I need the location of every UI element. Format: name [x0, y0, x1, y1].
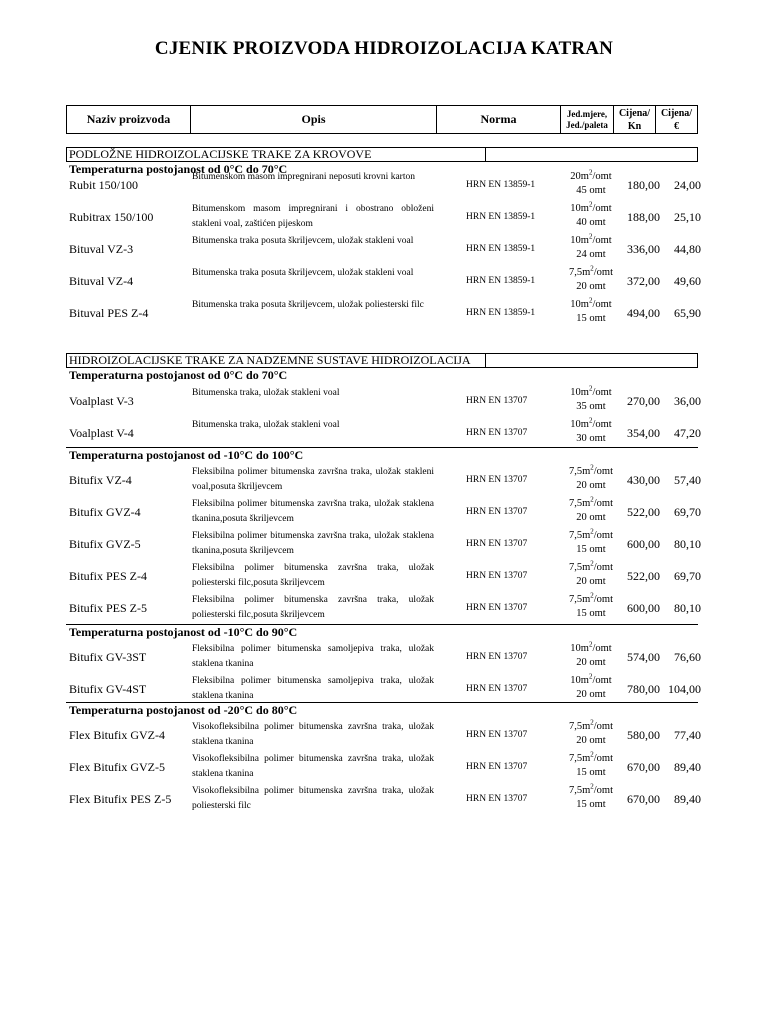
section-title: PODLOŽNE HIDROIZOLACIJSKE TRAKE ZA KROVOVE [69, 147, 372, 161]
unit-exponent: 2 [590, 495, 594, 504]
product-row [66, 783, 706, 815]
product-name: Bitufix VZ-4 [69, 472, 132, 487]
unit-value: 10m [570, 203, 589, 214]
product-norm: HRN EN 13859-1 [466, 276, 536, 286]
unit-suffix: /omt [592, 643, 612, 654]
product-norm: HRN EN 13859-1 [466, 180, 536, 190]
product-norm: HRN EN 13707 [466, 794, 528, 804]
price-kn: 522,00 [627, 568, 660, 583]
unit-suffix: /omt [592, 171, 612, 182]
pallet-quantity: 20 omt [576, 657, 606, 668]
product-norm: HRN EN 13859-1 [466, 244, 536, 254]
price-eur: 89,40 [674, 759, 701, 774]
unit-suffix: /omt [593, 753, 614, 764]
unit-exponent: 2 [588, 168, 593, 177]
unit-exponent: 2 [588, 232, 593, 241]
price-kn: 354,00 [627, 425, 660, 440]
unit-exponent: 2 [590, 591, 594, 600]
price-kn: 574,00 [627, 649, 660, 664]
price-eur: 104,00 [668, 681, 701, 696]
product-norm: HRN EN 13707 [466, 396, 528, 406]
product-row [66, 592, 706, 624]
unit-suffix: /omt [592, 387, 612, 398]
pallet-quantity: 15 omt [576, 313, 606, 324]
product-name: Bitufix GV-4ST [69, 681, 147, 696]
price-kn: 336,00 [627, 241, 660, 256]
product-name: Bitufix PES Z-5 [69, 600, 148, 615]
section-title: HIDROIZOLACIJSKE TRAKE ZA NADZEMNE SUSTAVE HIDROIZOLACIJA [69, 353, 471, 367]
unit-value: 10m [570, 675, 589, 686]
unit-exponent: 2 [588, 672, 593, 681]
product-unit [561, 751, 621, 783]
product-name: Flex Bitufix GVZ-4 [69, 727, 165, 742]
product-unit [561, 528, 621, 560]
product-name: Bitufix PES Z-4 [69, 568, 148, 583]
product-norm: HRN EN 13707 [466, 730, 528, 740]
product-unit [561, 464, 621, 496]
product-norm: HRN EN 13707 [466, 762, 528, 772]
unit-suffix: /omt [593, 785, 614, 796]
pallet-quantity: 45 omt [576, 185, 606, 196]
product-description: Bitumenskom masom impregnirani neposuti krovni karton [192, 172, 415, 182]
product-row [66, 265, 706, 297]
price-kn: 372,00 [627, 273, 660, 288]
price-eur: 44,80 [674, 241, 701, 256]
product-unit [561, 641, 621, 673]
header-price-eur [656, 106, 697, 133]
product-norm: HRN EN 13707 [466, 684, 528, 694]
price-kn: 780,00 [627, 681, 660, 696]
header-kn-line2: Kn [627, 120, 642, 132]
pallet-quantity: 40 omt [576, 217, 606, 228]
product-unit [561, 417, 621, 449]
product-description: Fleksibilna polimer bitumenska završna traka, uložak stakleni voal,posuta škriljevcem [192, 467, 434, 492]
price-eur: 24,00 [674, 177, 701, 192]
product-unit [561, 783, 621, 815]
temperature-range: Temperaturna postojanost od 0°C do 70°C [69, 368, 288, 382]
product-name: Flex Bitufix GVZ-5 [69, 759, 165, 774]
product-description: Bitumenska traka posuta škriljevcem, uložak stakleni voal [192, 236, 414, 246]
unit-exponent: 2 [590, 527, 594, 536]
unit-exponent: 2 [590, 559, 594, 568]
product-unit [561, 560, 621, 592]
product-name: Voalplast V-3 [69, 393, 134, 408]
product-unit [561, 719, 621, 751]
unit-suffix: /omt [592, 299, 612, 310]
product-row [66, 201, 706, 233]
pallet-quantity: 20 omt [576, 576, 606, 587]
price-kn: 600,00 [627, 600, 660, 615]
product-description: Visokofleksibilna polimer bitumenska završna traka, uložak staklena tkanina [192, 754, 434, 779]
unit-suffix: /omt [593, 498, 614, 509]
product-unit [561, 673, 621, 705]
product-name: Bituval VZ-4 [69, 273, 134, 288]
header-unit [561, 106, 614, 133]
pallet-quantity: 15 omt [576, 544, 606, 555]
product-norm: HRN EN 13707 [466, 428, 528, 438]
product-name: Bitufix GV-3ST [69, 649, 147, 664]
product-row [66, 560, 706, 592]
price-kn: 670,00 [627, 791, 660, 806]
header-unit-line1: Jed.mjere, [566, 108, 608, 119]
pallet-quantity: 15 omt [576, 799, 606, 810]
product-norm: HRN EN 13707 [466, 652, 528, 662]
product-description: Bitumenska traka, uložak stakleni voal [192, 388, 340, 398]
product-row [66, 297, 706, 329]
unit-suffix: /omt [592, 419, 612, 430]
price-eur: 25,10 [674, 209, 701, 224]
product-name: Bituval PES Z-4 [69, 305, 149, 320]
section-heading [66, 147, 698, 162]
product-description: Bitumenskom masom impregnirani i obostrano obloženi stakleni voal, zaštićen pijeskom [192, 204, 434, 229]
unit-suffix: /omt [592, 675, 612, 686]
price-kn: 670,00 [627, 759, 660, 774]
unit-value: 7,5m [568, 466, 591, 477]
price-eur: 49,60 [674, 273, 701, 288]
product-norm: HRN EN 13707 [466, 603, 528, 613]
unit-exponent: 2 [588, 416, 593, 425]
price-eur: 89,40 [674, 791, 701, 806]
table-header [66, 105, 698, 134]
unit-suffix: /omt [592, 203, 612, 214]
price-kn: 494,00 [627, 305, 660, 320]
unit-suffix: /omt [593, 721, 614, 732]
unit-suffix: /omt [593, 530, 614, 541]
unit-exponent: 2 [588, 640, 593, 649]
header-eur-line2: € [673, 120, 679, 132]
product-unit [561, 496, 621, 528]
product-name: Flex Bitufix PES Z-5 [69, 791, 172, 806]
unit-exponent: 2 [588, 200, 593, 209]
pallet-quantity: 20 omt [576, 689, 606, 700]
price-kn: 522,00 [627, 504, 660, 519]
price-kn: 270,00 [627, 393, 660, 408]
product-norm: HRN EN 13859-1 [466, 308, 536, 318]
pallet-quantity: 35 omt [576, 401, 606, 412]
pallet-quantity: 24 omt [576, 249, 606, 260]
product-norm: HRN EN 13859-1 [466, 212, 536, 222]
product-name: Bituval VZ-3 [69, 241, 134, 256]
product-row [66, 169, 706, 201]
product-name: Voalplast V-4 [69, 425, 134, 440]
price-eur: 47,20 [674, 425, 701, 440]
price-eur: 80,10 [674, 600, 701, 615]
product-row [66, 385, 706, 417]
price-kn: 188,00 [627, 209, 660, 224]
product-row [66, 496, 706, 528]
price-kn: 180,00 [627, 177, 660, 192]
unit-value: 7,5m [568, 562, 591, 573]
unit-exponent: 2 [590, 750, 594, 759]
price-eur: 77,40 [674, 727, 701, 742]
product-row [66, 417, 706, 449]
product-row [66, 673, 706, 705]
unit-exponent: 2 [590, 463, 594, 472]
price-eur: 65,90 [674, 305, 701, 320]
product-description: Fleksibilna polimer bitumenska samoljepiva traka, uložak staklena tkanina [192, 676, 434, 701]
product-name: Rubitrax 150/100 [69, 209, 154, 224]
header-norma: Norma [437, 106, 561, 133]
pallet-quantity: 15 omt [576, 767, 606, 778]
temperature-range: Temperaturna postojanost od -20°C do 80°C [69, 703, 298, 717]
price-eur: 69,70 [674, 568, 701, 583]
unit-value: 10m [570, 299, 589, 310]
unit-suffix: /omt [593, 562, 614, 573]
product-description: Fleksibilna polimer bitumenska samoljepiva traka, uložak staklena tkanina [192, 644, 434, 669]
header-name: Naziv proizvoda [67, 106, 191, 133]
page-title: CJENIK PROIZVODA HIDROIZOLACIJA KATRAN [154, 38, 614, 59]
product-row [66, 641, 706, 673]
product-unit [561, 297, 621, 329]
temperature-range: Temperaturna postojanost od -10°C do 100°C [69, 448, 304, 462]
price-eur: 76,60 [674, 649, 701, 664]
unit-suffix: /omt [593, 594, 614, 605]
product-name: Bitufix GVZ-4 [69, 504, 141, 519]
temperature-range: Temperaturna postojanost od -10°C do 90°C [69, 625, 298, 639]
pallet-quantity: 30 omt [576, 433, 606, 444]
pallet-quantity: 15 omt [576, 608, 606, 619]
product-row [66, 751, 706, 783]
unit-exponent: 2 [588, 384, 593, 393]
unit-value: 7,5m [568, 785, 591, 796]
product-row [66, 528, 706, 560]
unit-suffix: /omt [592, 235, 612, 246]
product-unit [561, 265, 621, 297]
pallet-quantity: 20 omt [576, 735, 606, 746]
product-row [66, 233, 706, 265]
product-description: Bitumenska traka posuta škriljevcem, uložak stakleni voal [192, 268, 414, 278]
product-description: Fleksibilna polimer bitumenska završna traka, uložak staklena tkanina,posuta škriljevcem [192, 499, 434, 524]
unit-exponent: 2 [590, 782, 594, 791]
product-norm: HRN EN 13707 [466, 507, 528, 517]
header-opis: Opis [191, 106, 437, 133]
product-description: Fleksibilna polimer bitumenska završna traka, uložak poliesterski filc,posuta škriljevcem [192, 563, 434, 588]
product-description: Fleksibilna polimer bitumenska završna traka, uložak poliesterski filc,posuta škriljevcem [192, 595, 434, 620]
price-eur: 36,00 [674, 393, 701, 408]
product-unit [561, 592, 621, 624]
unit-value: 10m [570, 387, 589, 398]
product-description: Visokofleksibilna polimer bitumenska završna traka, uložak poliesterski filc [192, 786, 434, 811]
pallet-quantity: 20 omt [576, 480, 606, 491]
product-name: Rubit 150/100 [69, 177, 139, 192]
pallet-quantity: 20 omt [576, 281, 606, 292]
product-norm: HRN EN 13707 [466, 571, 528, 581]
section-divider [485, 147, 486, 162]
temperature-range: Temperaturna postojanost od 0°C do 70°C [69, 162, 288, 176]
product-row [66, 719, 706, 751]
price-eur: 80,10 [674, 536, 701, 551]
product-unit [561, 385, 621, 417]
product-name: Bitufix GVZ-5 [69, 536, 141, 551]
unit-value: 20m [570, 171, 589, 182]
unit-exponent: 2 [590, 718, 594, 727]
price-eur: 69,70 [674, 504, 701, 519]
unit-exponent: 2 [588, 296, 593, 305]
unit-value: 10m [570, 419, 589, 430]
header-unit-line2: Jed./paleta [566, 119, 608, 130]
price-kn: 600,00 [627, 536, 660, 551]
product-description: Visokofleksibilna polimer bitumenska završna traka, uložak staklena tkanina [192, 722, 434, 747]
unit-value: 10m [570, 235, 589, 246]
unit-suffix: /omt [593, 466, 614, 477]
header-price-kn [614, 106, 656, 133]
header-kn-line1: Cijena/ [618, 107, 651, 119]
product-unit [561, 169, 621, 201]
price-kn: 430,00 [627, 472, 660, 487]
product-unit [561, 233, 621, 265]
unit-suffix: /omt [593, 267, 614, 278]
product-description: Fleksibilna polimer bitumenska završna traka, uložak staklena tkanina,posuta škriljevcem [192, 531, 434, 556]
unit-value: 7,5m [568, 267, 591, 278]
section-divider [485, 353, 486, 368]
price-kn: 580,00 [627, 727, 660, 742]
unit-value: 7,5m [568, 721, 591, 732]
unit-value: 10m [570, 643, 589, 654]
price-eur: 57,40 [674, 472, 701, 487]
product-norm: HRN EN 13707 [466, 539, 528, 549]
unit-exponent: 2 [590, 264, 594, 273]
section-heading [66, 353, 698, 368]
unit-value: 7,5m [568, 594, 591, 605]
product-unit [561, 201, 621, 233]
header-eur-line1: Cijena/ [660, 107, 693, 119]
unit-value: 7,5m [568, 498, 591, 509]
unit-value: 7,5m [568, 753, 591, 764]
product-norm: HRN EN 13707 [466, 475, 528, 485]
unit-value: 7,5m [568, 530, 591, 541]
product-row [66, 464, 706, 496]
pallet-quantity: 20 omt [576, 512, 606, 523]
product-description: Bitumenska traka posuta škriljevcem, uložak poliesterski filc [192, 300, 424, 310]
product-description: Bitumenska traka, uložak stakleni voal [192, 420, 340, 430]
